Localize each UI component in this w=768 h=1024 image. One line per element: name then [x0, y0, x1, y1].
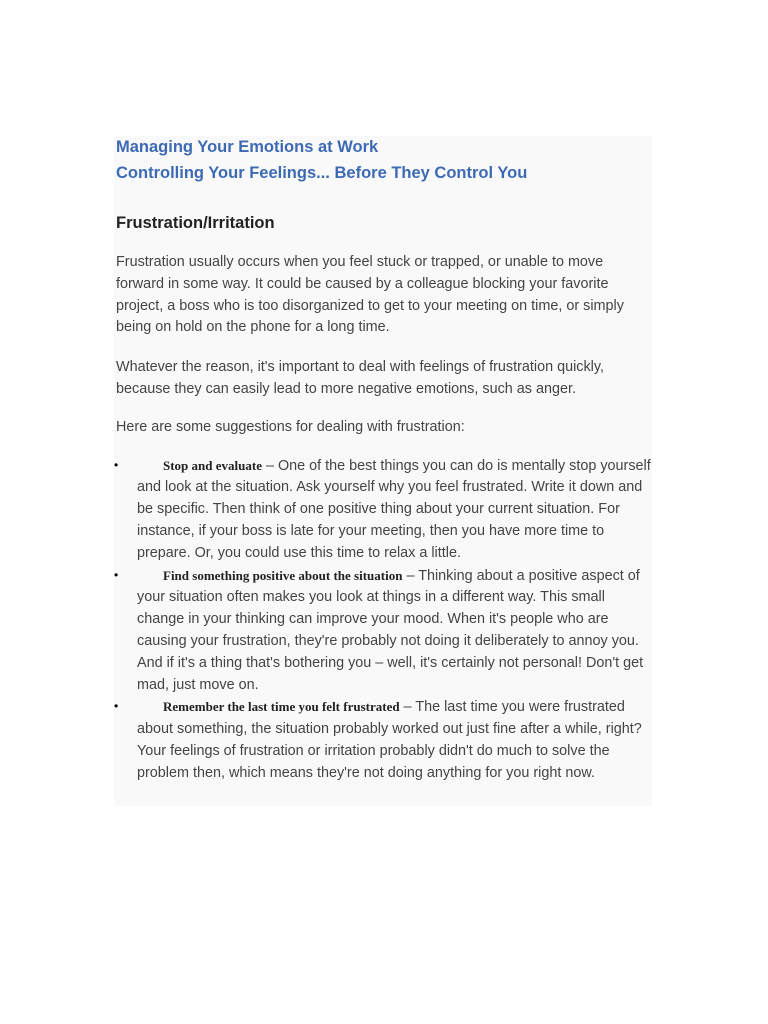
document-subtitle: Controlling Your Feelings... Before They Control You [116, 164, 528, 182]
suggestions-list [116, 455, 652, 785]
suggestion-text: – One of the best things you can do is mentally stop yourself and look at the situation. Ask yourself why you feel frustrated. Write it down and be specific. Then think of one positive thing about your current situation. For instance, if your boss is late for your meeting, then you have more time to prepare. Or, you could use this time to relax a little. [137, 457, 651, 561]
list-item [116, 696, 652, 784]
list-item [116, 455, 652, 565]
suggestion-title: Stop and evaluate [163, 457, 262, 473]
bullet-icon: • [114, 567, 119, 582]
section-heading: Frustration/Irritation [116, 214, 275, 232]
bullet-icon: • [114, 457, 119, 472]
paragraph-suggestions-lead: Here are some suggestions for dealing with frustration: [116, 418, 465, 435]
list-item [116, 565, 652, 697]
paragraph-intro: Frustration usually occurs when you feel stuck or trapped, or unable to move forward in some way. It could be caused by a colleague blocking your favorite project, a boss who is too disorganized to get to your meeting on time, or simply being on hold on the phone for a long time. [116, 254, 624, 336]
suggestion-title: Remember the last time you felt frustrated [163, 699, 400, 715]
document-content [116, 136, 652, 785]
suggestion-text: – Thinking about a positive aspect of your situation often makes you look at things in a different way. This small change in your thinking can improve your mood. When it's people who are causing your frustration, they're probably not doing it deliberately to annoy you. And if it's a thing that's bothering you – well, it's certainly not personal! Don't get mad, just move on. [137, 567, 644, 693]
suggestion-title: Find something positive about the situation [163, 567, 403, 583]
bullet-icon: • [114, 699, 119, 714]
suggestion-text: – The last time you were frustrated about something, the situation probably worked out just fine after a while, right? Your feelings of frustration or irritation probably didn't do much to solve the problem then, which means they're not doing anything for you right now. [137, 699, 642, 781]
paragraph-reason: Whatever the reason, it's important to deal with feelings of frustration quickly, because they can easily lead to more negative emotions, such as anger. [116, 359, 604, 397]
document-title: Managing Your Emotions at Work [116, 138, 379, 156]
